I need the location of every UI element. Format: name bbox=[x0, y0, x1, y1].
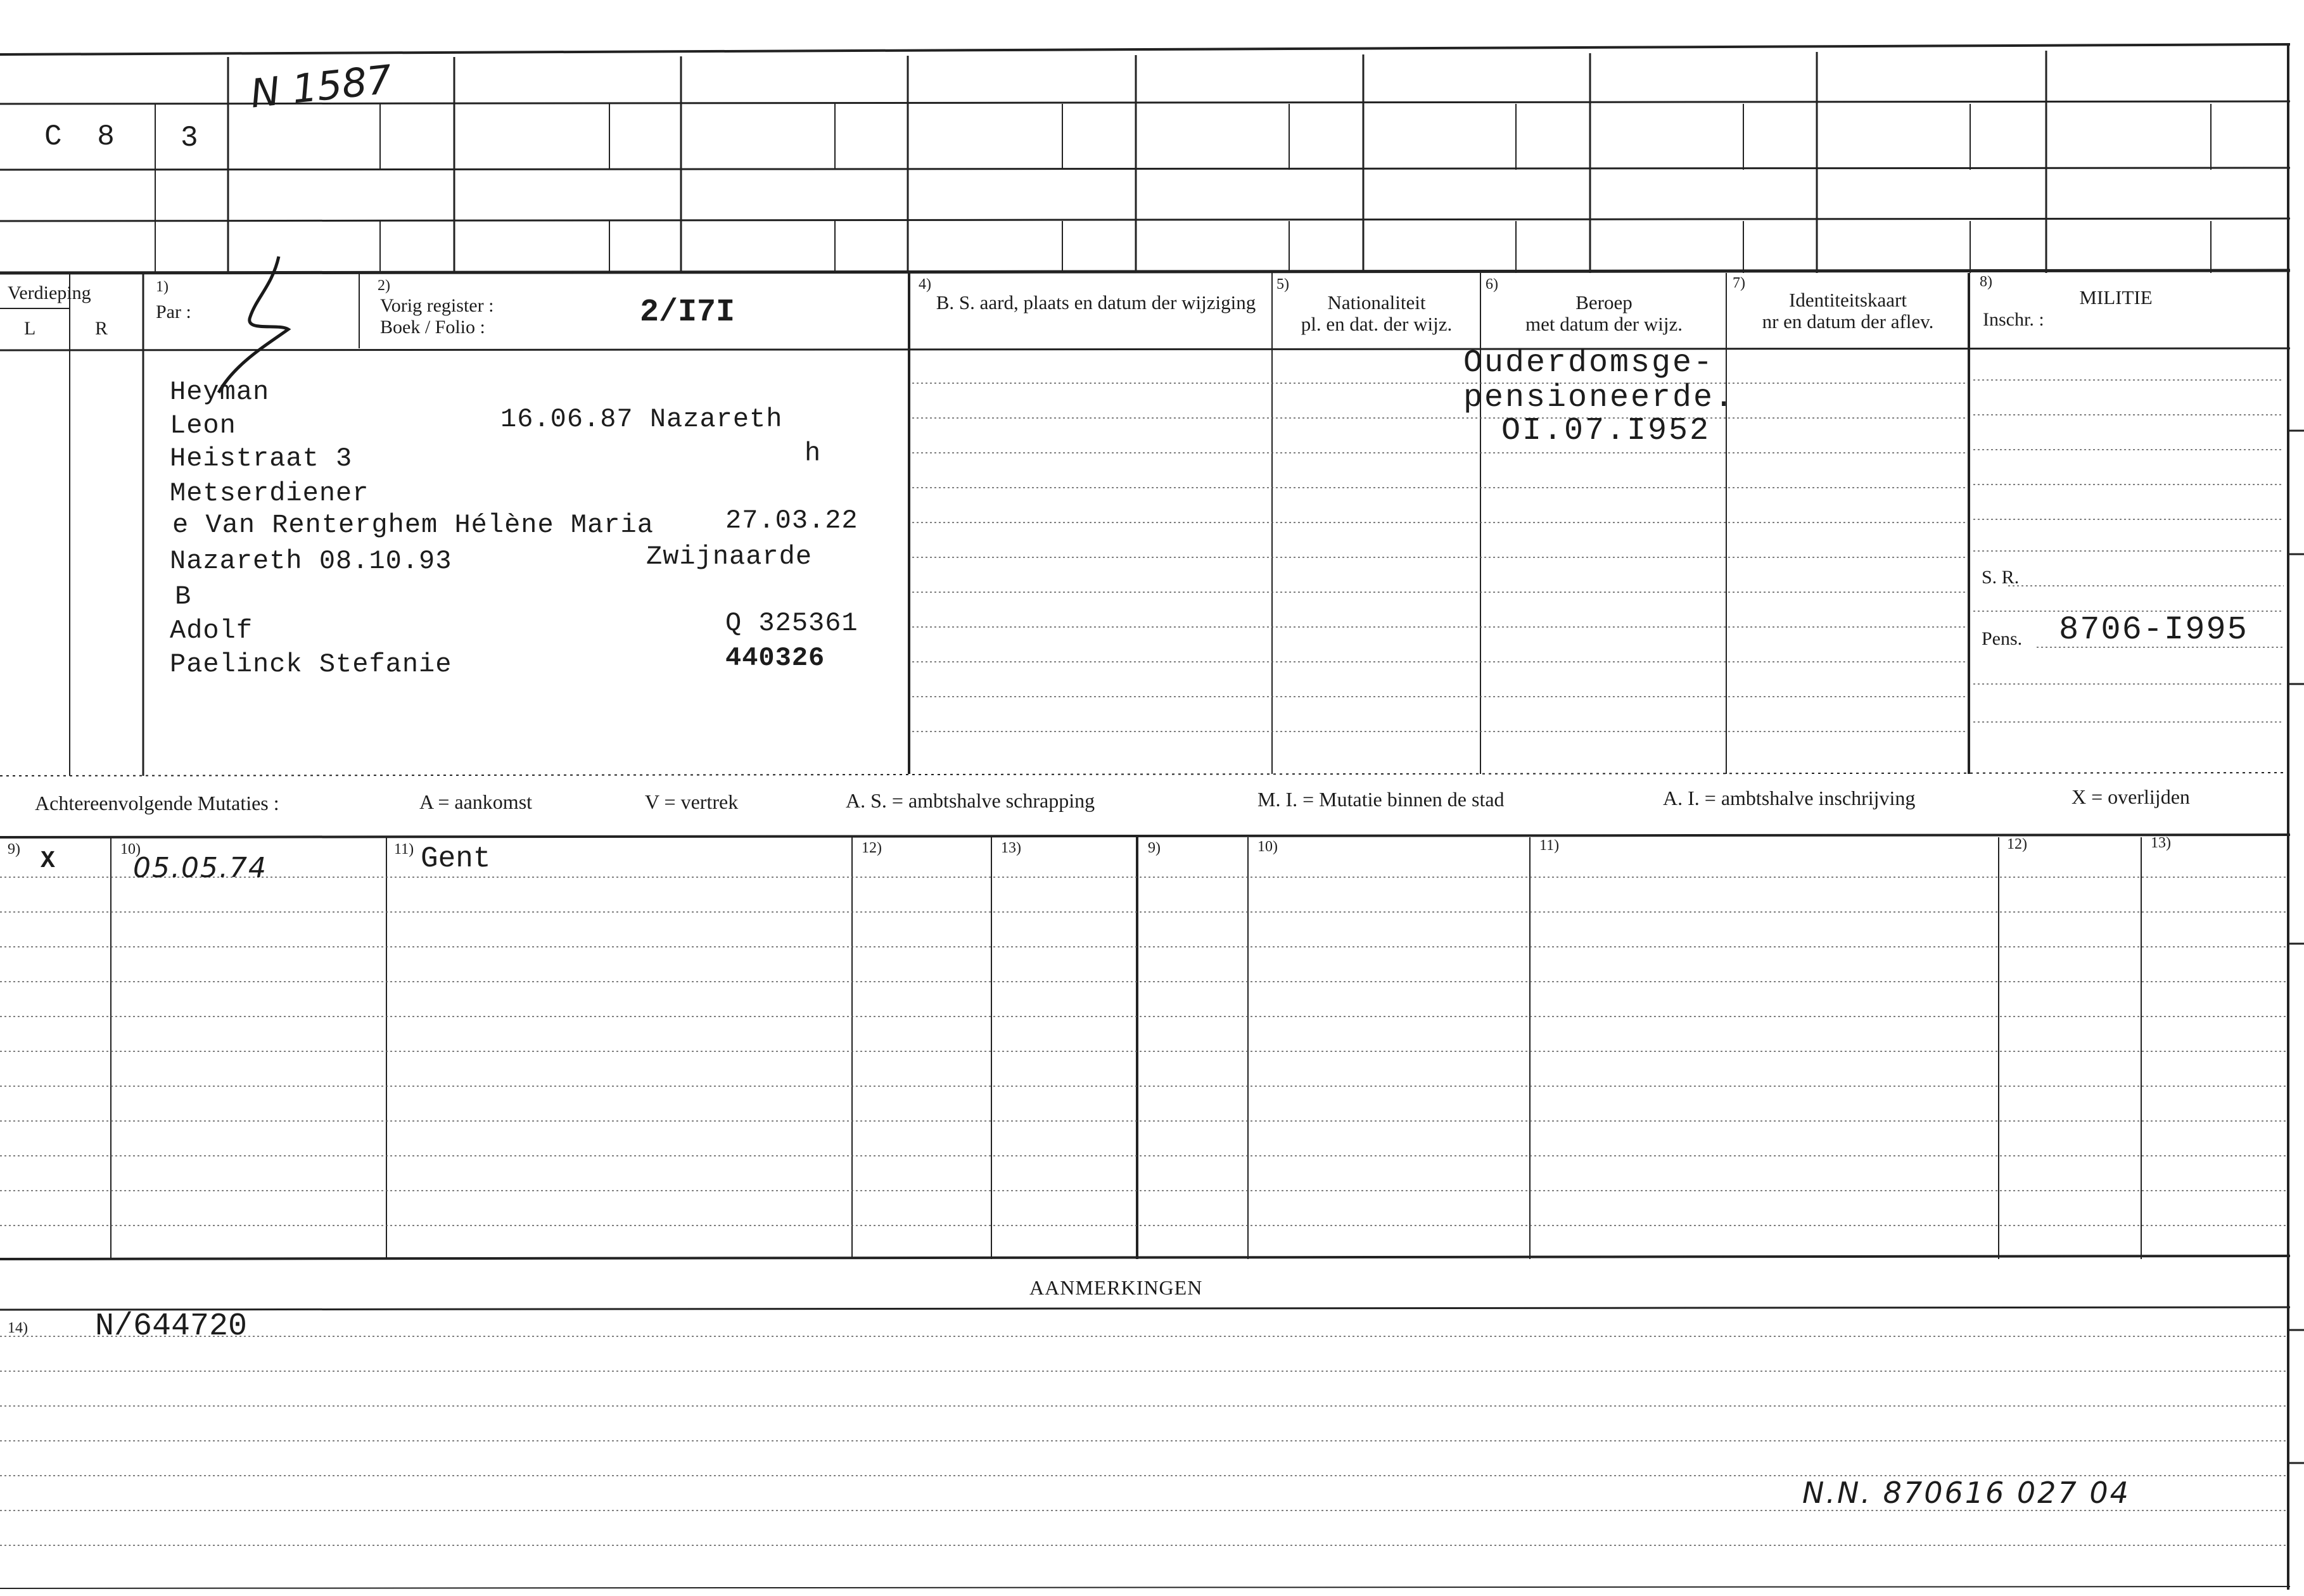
sr-label: S. R. bbox=[1982, 567, 2020, 588]
boek-folio-value: 2/I7I bbox=[640, 294, 735, 331]
national-number: N.N. 870616 027 04 bbox=[1802, 1476, 2130, 1510]
mutation-type: X bbox=[41, 847, 55, 875]
legend-mi: M. I. = Mutatie binnen de stad bbox=[1257, 788, 1505, 811]
legend-a: A = aankomst bbox=[419, 790, 533, 813]
mother-ref: 440326 bbox=[725, 643, 825, 673]
remarks-text: N/644720 bbox=[95, 1308, 248, 1345]
mut-col12-num: 12) bbox=[862, 840, 882, 856]
col7-header-1: Identiteitskaart bbox=[1789, 289, 1907, 311]
right-label: R bbox=[95, 318, 108, 339]
mut-col9-num: 9) bbox=[8, 841, 20, 858]
mutation-date: 05.05.74 bbox=[133, 852, 267, 884]
address-flag: h bbox=[805, 438, 822, 469]
handwritten-number: N 1587 bbox=[248, 56, 395, 117]
profession-date: OI.07.I952 bbox=[1501, 413, 1711, 449]
mut-col10-num: 10) bbox=[120, 841, 141, 858]
col5-num: 5) bbox=[1276, 276, 1289, 293]
left-label: L bbox=[24, 318, 36, 339]
address: Heistraat 3 bbox=[170, 443, 353, 474]
handwritten-par-mark bbox=[219, 256, 288, 393]
marriage-place-date: Nazareth 08.10.93 bbox=[170, 546, 452, 576]
col6-num: 6) bbox=[1486, 276, 1498, 293]
firstname: Leon bbox=[170, 410, 236, 441]
remarks-title: AANMERKINGEN bbox=[1029, 1276, 1203, 1299]
col4-num: 4) bbox=[919, 276, 931, 293]
col6-header-1: Beroep bbox=[1575, 291, 1633, 314]
inschr-label: Inschr. : bbox=[1983, 309, 2044, 330]
profession-line-1: Ouderdomsge- bbox=[1463, 345, 1715, 381]
pens-value: 8706-I995 bbox=[2059, 611, 2248, 649]
par-label: Par : bbox=[156, 301, 191, 322]
col7-num: 7) bbox=[1733, 275, 1745, 291]
register-number: 3 bbox=[181, 122, 198, 155]
col7-header-2: nr en datum der aflev. bbox=[1762, 310, 1934, 332]
mut-col10b-num: 10) bbox=[1257, 839, 1278, 855]
vorig-num: 2) bbox=[378, 277, 390, 294]
surname: Heyman bbox=[170, 377, 270, 407]
father-ref: Q 325361 bbox=[725, 608, 858, 638]
occupation: Metserdiener bbox=[170, 478, 369, 509]
col5-header-1: Nationaliteit bbox=[1327, 291, 1426, 314]
profession-line-2: pensioneerde. bbox=[1463, 380, 1736, 416]
mutations-title: Achtereenvolgende Mutaties : bbox=[35, 792, 279, 814]
mut-col13-num: 13) bbox=[1001, 840, 1021, 856]
father-name: Adolf bbox=[170, 616, 253, 646]
boek-folio-label: Boek / Folio : bbox=[380, 317, 485, 338]
line-b: B bbox=[175, 581, 192, 612]
par-num: 1) bbox=[156, 279, 169, 295]
legend-ai: A. I. = ambtshalve inschrijving bbox=[1663, 787, 1916, 809]
militie-header: MILITIE bbox=[2079, 286, 2153, 308]
legend-as: A. S. = ambtshalve schrapping bbox=[846, 789, 1095, 812]
legend-v: V = vertrek bbox=[645, 790, 739, 813]
legend-x: X = overlijden bbox=[2072, 785, 2190, 808]
spouse-birthdate: 27.03.22 bbox=[725, 505, 858, 536]
mut-col11b-num: 11) bbox=[1539, 837, 1560, 854]
birth-date-place: 16.06.87 Nazareth bbox=[500, 404, 783, 434]
mut-col11-num: 11) bbox=[394, 841, 414, 858]
mut-col9b-num: 9) bbox=[1148, 840, 1161, 856]
remarks-num: 14) bbox=[8, 1320, 28, 1336]
col8-num: 8) bbox=[1980, 274, 1992, 290]
mutation-place: Gent bbox=[421, 842, 491, 875]
col6-header-2: met datum der wijz. bbox=[1525, 313, 1683, 335]
col4-header: B. S. aard, plaats en datum der wijziging bbox=[936, 291, 1256, 314]
verdieping-label: Verdieping bbox=[8, 282, 91, 303]
pens-label: Pens. bbox=[1982, 628, 2023, 649]
spouse-name: e Van Renterghem Hélène Maria bbox=[172, 510, 654, 540]
mut-col12b-num: 12) bbox=[2007, 836, 2027, 852]
spouse-birthplace: Zwijnaarde bbox=[646, 542, 813, 572]
vorig-register-label: Vorig register : bbox=[380, 295, 494, 316]
register-code: C 8 bbox=[44, 120, 124, 153]
mut-col13b-num: 13) bbox=[2151, 835, 2171, 851]
mother-name: Paelinck Stefanie bbox=[170, 649, 452, 680]
col5-header-2: pl. en dat. der wijz. bbox=[1301, 313, 1453, 335]
